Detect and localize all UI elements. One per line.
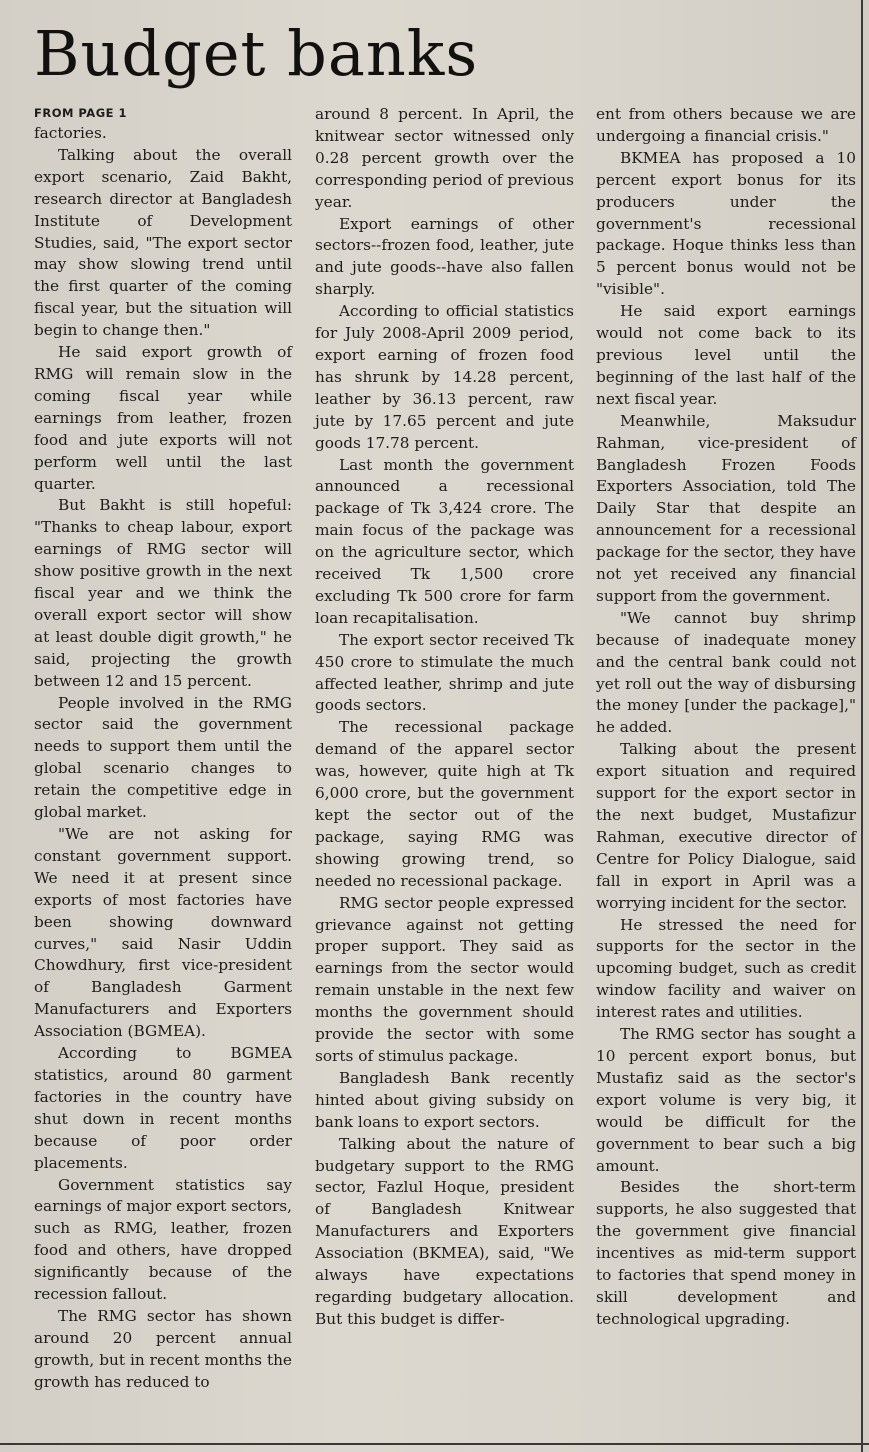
paragraph: People involved in the RMG sector said the government needs to support them until the global scenario changes to retain the competitive edge in global market.: [34, 693, 292, 822]
continuation-kicker: FROM PAGE 1: [34, 106, 128, 120]
headline: Budget banks: [34, 17, 479, 90]
paragraph: He stressed the need for supports for the sector in the upcoming budget, such as credit window facility and waiver on interest rates and utilities.: [596, 915, 856, 1022]
paragraph: "We are not asking for constant government support. We need it at present since exports of most factories have been showing downward curves," said Nasir Uddin Chowdhury, first vice-president of Bangladesh Garment Manufacturers and Exporters Association (BGMEA).: [34, 825, 292, 1041]
article-column-3: [596, 104, 856, 1331]
article-column-1: [34, 104, 292, 1394]
paragraph: According to official statistics for July 2008-April 2009 period, export earning of frozen food has shrunk by 14.28 percent, leather by 36.13 percent, raw jute by 17.65 percent and jute goods 17.78 percent.: [315, 302, 574, 452]
paragraph: Talking about the nature of budgetary support to the RMG sector, Fazlul Hoque, president of Bangladesh Knitwear Manufacturers and Exporters Association (BKMEA), said, "We always have expectations regarding budgetary allocation. But this budget is differ-: [315, 1134, 574, 1328]
paragraph: Besides the short-term supports, he also suggested that the government give financial incentives as mid-term support to factories that spend money in skill development and technological upgrading.: [596, 1178, 856, 1328]
paragraph: According to BGMEA statistics, around 80 garment factories in the country have shut down in recent months because of poor order placements.: [34, 1044, 292, 1172]
paragraph: Meanwhile, Maksudur Rahman, vice-president of Bangladesh Frozen Foods Exporters Association, told The Daily Star that despite an announcement for a recessional package for the sector, they have not yet received any financial support from the government.: [596, 411, 856, 605]
paragraph: Government statistics say earnings of major export sectors, such as RMG, leather, frozen food and others, have dropped significantly because of the recession fallout.: [34, 1175, 292, 1304]
paragraph: BKMEA has proposed a 10 percent export bonus for its producers under the government's recessional package. Hoque thinks less than 5 percent bonus would not be "visible".: [596, 148, 856, 299]
paragraph: He said export growth of RMG will remain slow in the coming fiscal year while earnings from leather, frozen food and jute exports will not perform well until the last quarter.: [34, 343, 292, 493]
column-rule-bottom: [0, 1443, 869, 1445]
paragraph: Talking about the overall export scenario, Zaid Bakht, research director at Bangladesh Institute of Development Studies, said, "The export sector may show slowing trend until the first quarter of the coming fiscal year, but the situation will begin to change then.": [34, 145, 292, 340]
paragraph: "We cannot buy shrimp because of inadequate money and the central bank could not yet roll out the way of disbursing the money [under the package]," he added.: [596, 608, 856, 737]
paragraph: around 8 percent. In April, the knitwear sector witnessed only 0.28 percent growth over the corresponding period of previous year.: [315, 105, 574, 211]
paragraph: Export earnings of other sectors--frozen food, leather, jute and jute goods--have also fallen sharply.: [315, 214, 574, 299]
paragraph: factories.: [34, 124, 107, 142]
paragraph: He said export earnings would not come back to its previous level until the beginning of the last half of the next fiscal year.: [596, 302, 856, 408]
paragraph: The RMG sector has shown around 20 percent annual growth, but in recent months the growth has reduced to: [34, 1306, 292, 1391]
paragraph: The recessional package demand of the apparel sector was, however, quite high at Tk 6,000 crore, but the government kept the sector out of the package, saying RMG was showing growing trend, so needed no recessional package.: [315, 718, 574, 890]
paragraph: Last month the government announced a recessional package of Tk 3,424 crore. The main focus of the package was on the agriculture sector, which received Tk 1,500 crore excluding Tk 500 crore for farm loan recapitalisation.: [315, 455, 574, 627]
paragraph: RMG sector people expressed grievance against not getting proper support. They said as earnings from the sector would remain unstable in the next few months the government should provide the sector with some sorts of stimulus package.: [315, 893, 574, 1065]
article-column-2: [315, 104, 574, 1331]
paragraph: ent from others because we are undergoing a financial crisis.": [596, 105, 856, 145]
paragraph: Bangladesh Bank recently hinted about giving subsidy on bank loans to export sectors.: [315, 1068, 574, 1131]
column-rule-right: [861, 0, 863, 1452]
paragraph: The RMG sector has sought a 10 percent export bonus, but Mustafiz said as the sector's export volume is very big, it would be difficult for the government to bear such a big amount.: [596, 1025, 856, 1175]
paragraph: The export sector received Tk 450 crore to stimulate the much affected leather, shrimp and jute goods sectors.: [315, 630, 574, 715]
paragraph: But Bakht is still hopeful: "Thanks to cheap labour, export earnings of RMG sector will show positive growth in the next fiscal year and we think the overall export sector will show at least double digit growth," he said, projecting the growth between 12 and 15 percent.: [34, 496, 292, 690]
paragraph: Talking about the present export situation and required support for the export sector in the next budget, Mustafizur Rahman, executive director of Centre for Policy Dialogue, said fall in export in April was a worrying incident for the sector.: [596, 740, 856, 912]
